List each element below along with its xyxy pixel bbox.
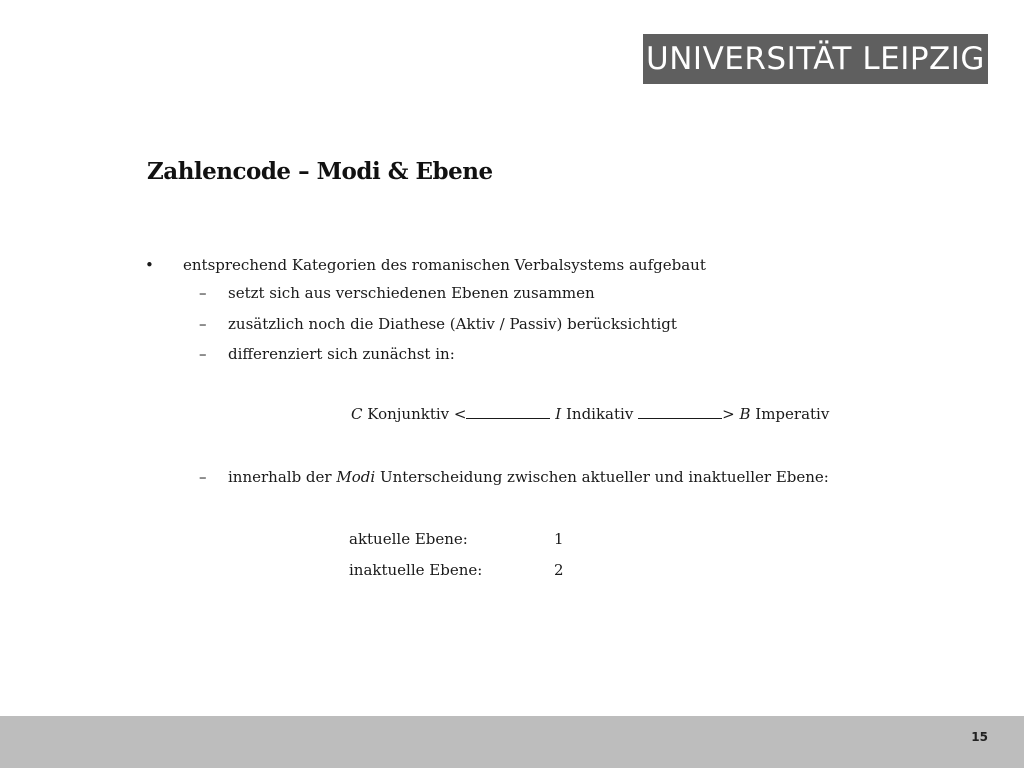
mode-letter-b: B [739,405,751,423]
mode-scale [351,405,829,423]
left-arrow: < [453,405,467,423]
footer-bar [0,716,1024,768]
page-number: 15 [971,730,988,744]
mode-label-konjunktiv: Konjunktiv [367,405,450,423]
mode-letter-i: I [555,405,562,423]
sub-bullet-4 [228,468,829,486]
dash-marker-2: – [199,315,207,333]
slide-title: Zahlencode – Modi & Ebene [147,158,493,185]
university-logo: UNIVERSITÄT LEIPZIG [643,34,988,84]
level-label: inaktuelle Ebene: [349,561,483,579]
level-value: 1 [554,530,564,548]
blank-line-left [466,406,550,419]
sub-bullet-1: setzt sich aus verschiedenen Ebenen zusammen [228,284,595,302]
dash-marker-3: – [199,345,207,363]
sub-bullet-4-start: innerhalb der [228,468,332,486]
blank-line-right [638,406,722,419]
sub-bullet-4-end: Unterscheidung zwischen aktueller und inaktueller Ebene: [379,468,829,486]
mode-label-imperativ: Imperativ [755,405,830,423]
right-arrow: > [722,405,735,423]
mode-letter-c: C [351,405,363,423]
bullet-text-1: entsprechend Kategorien des romanischen Verbalsystems aufgebaut [183,256,706,274]
level-value: 2 [554,561,564,579]
sub-bullet-3: differenziert sich zunächst in: [228,345,455,363]
mode-label-indikativ: Indikativ [565,405,634,423]
bullet-marker: • [145,256,154,274]
dash-marker-1: – [199,284,207,302]
level-row-current [349,530,564,548]
sub-bullet-4-italic: Modi [336,468,376,486]
dash-marker-4: – [199,468,207,486]
sub-bullet-2: zusätzlich noch die Diathese (Aktiv / Passiv) berücksichtigt [228,315,677,333]
level-row-inactive [349,561,564,579]
level-label: aktuelle Ebene: [349,530,468,548]
